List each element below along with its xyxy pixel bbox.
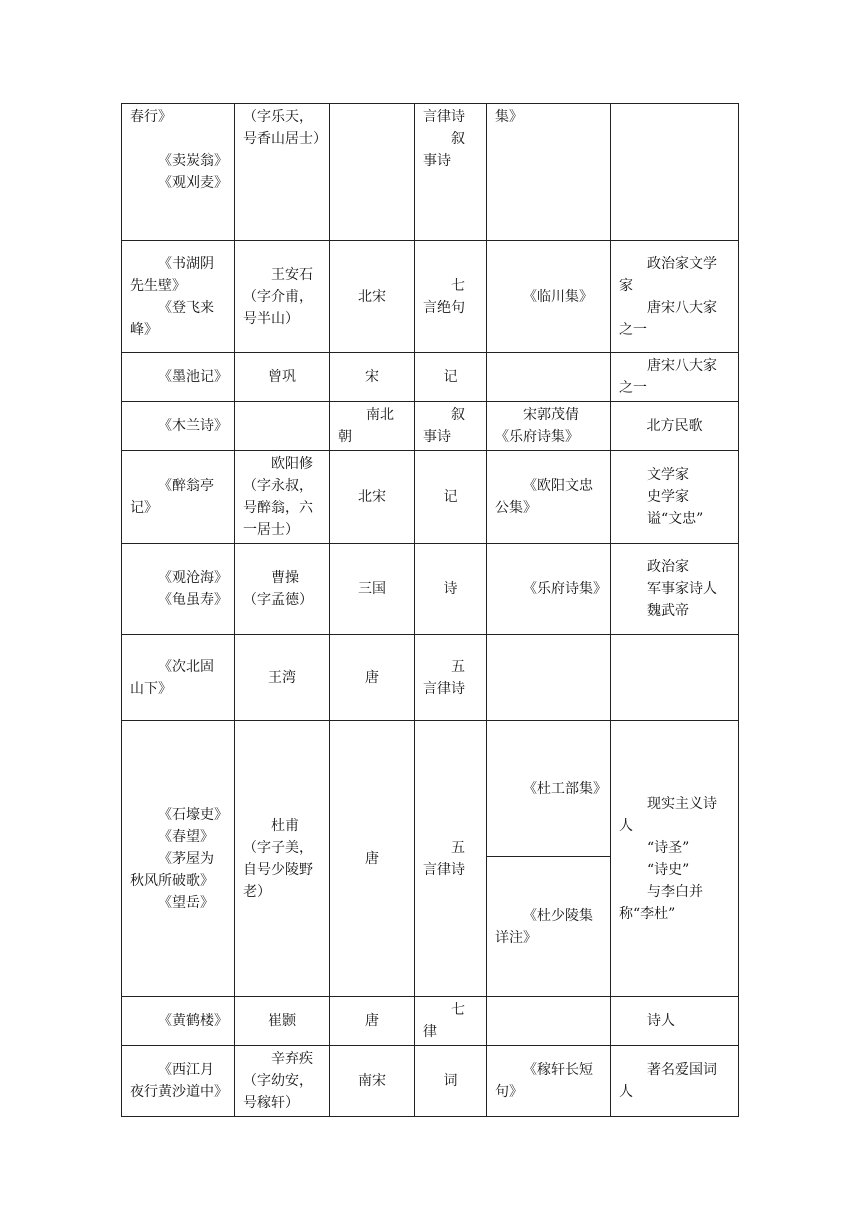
dynasty-cell [330, 241, 415, 353]
genre-text: 言律诗 [423, 109, 465, 125]
work-title: 《春望》 [158, 828, 214, 845]
work-title: 《书湖阴先生壁》 [130, 255, 214, 294]
author-name: 王安石 [271, 266, 313, 283]
author-cell [235, 544, 330, 635]
note-cell [611, 544, 739, 635]
genre-cell [415, 402, 487, 451]
collection-cell [487, 635, 611, 721]
collection-cell [487, 241, 611, 353]
work-cell [122, 635, 235, 721]
work-cell [122, 241, 235, 353]
dynasty-text: 唐 [365, 1013, 379, 1029]
table-row [122, 544, 739, 635]
work-cell [122, 353, 235, 402]
note-text: 现实主义诗人 [619, 795, 717, 834]
genre-text: 记 [443, 369, 458, 385]
collection-text: 《杜少陵集详注》 [495, 907, 593, 946]
author-cell [235, 353, 330, 402]
dynasty-cell [330, 402, 415, 451]
author-cell [235, 1046, 330, 1117]
note-cell [611, 635, 739, 721]
genre-text: 五言律诗 [423, 839, 465, 878]
note-cell [611, 402, 739, 451]
dynasty-cell [330, 997, 415, 1046]
note-cell [611, 451, 739, 544]
table-row [122, 997, 739, 1046]
genre-text: 叙事诗 [423, 131, 465, 169]
work-title: 《望岳》 [158, 894, 214, 911]
note-text: 军事家诗人 [647, 581, 717, 597]
note-text: 唐宋八大家之一 [619, 358, 717, 396]
collection-text: 《杜工部集》 [523, 780, 607, 797]
collection-cell [487, 721, 611, 857]
work-title: 《次北固山下》 [130, 658, 214, 697]
table-row [122, 402, 739, 451]
author-name: 辛弃疾 [271, 1051, 313, 1067]
note-text: 魏武帝 [647, 603, 689, 619]
genre-text: 记 [443, 489, 458, 505]
genre-cell [415, 241, 487, 353]
author-cell [235, 635, 330, 721]
note-text: 文学家 [647, 467, 689, 483]
note-cell [611, 997, 739, 1046]
author-name: 王湾 [268, 669, 296, 686]
collection-cell [487, 1046, 611, 1117]
table-row [122, 241, 739, 353]
collection-cell [487, 857, 611, 997]
dynasty-cell [330, 451, 415, 544]
author-text: （字永叔，号醉翁，六一居士） [243, 478, 313, 538]
work-title: 《龟虽寿》 [158, 592, 228, 608]
author-name: 曾巩 [268, 369, 296, 385]
author-cell [235, 104, 330, 241]
author-cell [235, 241, 330, 353]
genre-text: 叙事诗 [423, 407, 465, 445]
genre-text: 七律 [423, 1002, 465, 1040]
note-cell [611, 104, 739, 241]
dynasty-text: 宋 [365, 369, 379, 385]
note-text: “诗圣” [647, 839, 690, 856]
collection-text: 《临川集》 [523, 288, 593, 305]
collection-cell [487, 544, 611, 635]
note-text: 唐宋八大家之一 [619, 299, 717, 338]
note-cell [611, 721, 739, 997]
genre-cell [415, 104, 487, 241]
note-text: 政治家 [647, 559, 689, 575]
collection-text: 宋郭茂倩《乐府诗集》 [495, 407, 579, 445]
dynasty-text: 三国 [358, 581, 386, 597]
author-name: 崔颢 [268, 1013, 296, 1029]
dynasty-text: 唐 [365, 850, 379, 867]
table-row [122, 104, 739, 241]
work-title: 《西江月夜行黄沙道中》 [130, 1062, 228, 1100]
collection-cell [487, 104, 611, 241]
note-cell [611, 1046, 739, 1117]
note-text: 诗人 [647, 1013, 675, 1029]
work-cell [122, 104, 235, 241]
collection-cell [487, 353, 611, 402]
author-text: （字孟德） [243, 592, 313, 608]
note-text: 史学家 [647, 489, 689, 505]
work-cell [122, 544, 235, 635]
genre-cell [415, 353, 487, 402]
genre-text: 诗 [443, 581, 458, 597]
work-cell [122, 402, 235, 451]
genre-cell [415, 721, 487, 997]
table-row [122, 635, 739, 721]
collection-text: 《乐府诗集》 [523, 581, 607, 597]
work-cell [122, 1046, 235, 1117]
work-title: 《卖炭翁》 [158, 153, 228, 169]
genre-cell [415, 544, 487, 635]
dynasty-text: 北宋 [358, 288, 386, 305]
note-text: “诗史” [647, 861, 690, 878]
genre-text: 七言绝句 [423, 277, 465, 316]
work-title: 《黄鹤楼》 [158, 1013, 228, 1029]
work-title: 《醉翁亭记》 [130, 478, 214, 516]
author-name: 欧阳修 [271, 456, 313, 472]
dynasty-text: 北宋 [358, 489, 386, 505]
author-text: （字幼安，号稼轩） [243, 1073, 313, 1111]
literature-table [121, 103, 739, 1117]
genre-text: 词 [443, 1073, 458, 1089]
note-text: 政治家文学家 [619, 255, 717, 294]
dynasty-cell [330, 104, 415, 241]
work-title: 《石壕吏》 [158, 806, 228, 823]
author-name: 杜甫 [271, 817, 299, 834]
work-title: 《墨池记》 [158, 369, 228, 385]
genre-cell [415, 635, 487, 721]
author-text: （字乐天，号香山居士） [243, 109, 327, 147]
collection-cell [487, 451, 611, 544]
author-cell [235, 451, 330, 544]
note-text: 谥“文忠” [647, 511, 704, 527]
note-text: 著名爱国词人 [619, 1062, 717, 1100]
dynasty-cell [330, 721, 415, 997]
work-title: 《茅屋为秋风所破歌》 [130, 850, 214, 889]
collection-text: 《稼轩长短句》 [495, 1062, 593, 1100]
dynasty-text: 南北朝 [338, 407, 394, 445]
note-text: 北方民歌 [646, 418, 703, 434]
note-cell [611, 241, 739, 353]
note-text: 与李白并称“李杜” [619, 883, 703, 922]
genre-cell [415, 1046, 487, 1117]
genre-cell [415, 997, 487, 1046]
dynasty-cell [330, 1046, 415, 1117]
genre-text: 五言律诗 [423, 658, 465, 697]
dynasty-cell [330, 544, 415, 635]
work-title: 《登飞来峰》 [130, 299, 214, 338]
table-row [122, 1046, 739, 1117]
work-title: 《观刈麦》 [158, 175, 228, 191]
note-cell [611, 353, 739, 402]
work-cell [122, 997, 235, 1046]
work-cell [122, 721, 235, 997]
dynasty-text: 南宋 [358, 1073, 386, 1089]
work-title: 春行》 [130, 109, 172, 125]
table-row [122, 721, 739, 857]
collection-text: 《欧阳文忠公集》 [495, 478, 593, 516]
author-text: （字介甫，号半山） [243, 288, 313, 327]
collection-cell [487, 402, 611, 451]
work-title: 《木兰诗》 [158, 418, 228, 434]
author-text: （字子美，自号少陵野老） [243, 839, 313, 900]
work-cell [122, 451, 235, 544]
dynasty-text: 唐 [365, 669, 379, 686]
table-row [122, 353, 739, 402]
author-cell [235, 721, 330, 997]
author-name: 曹操 [271, 570, 299, 586]
dynasty-cell [330, 353, 415, 402]
author-cell [235, 997, 330, 1046]
work-title: 《观沧海》 [158, 570, 228, 586]
collection-text: 集》 [495, 109, 523, 125]
genre-cell [415, 451, 487, 544]
table-row [122, 451, 739, 544]
dynasty-cell [330, 635, 415, 721]
collection-cell [487, 997, 611, 1046]
author-cell [235, 402, 330, 451]
